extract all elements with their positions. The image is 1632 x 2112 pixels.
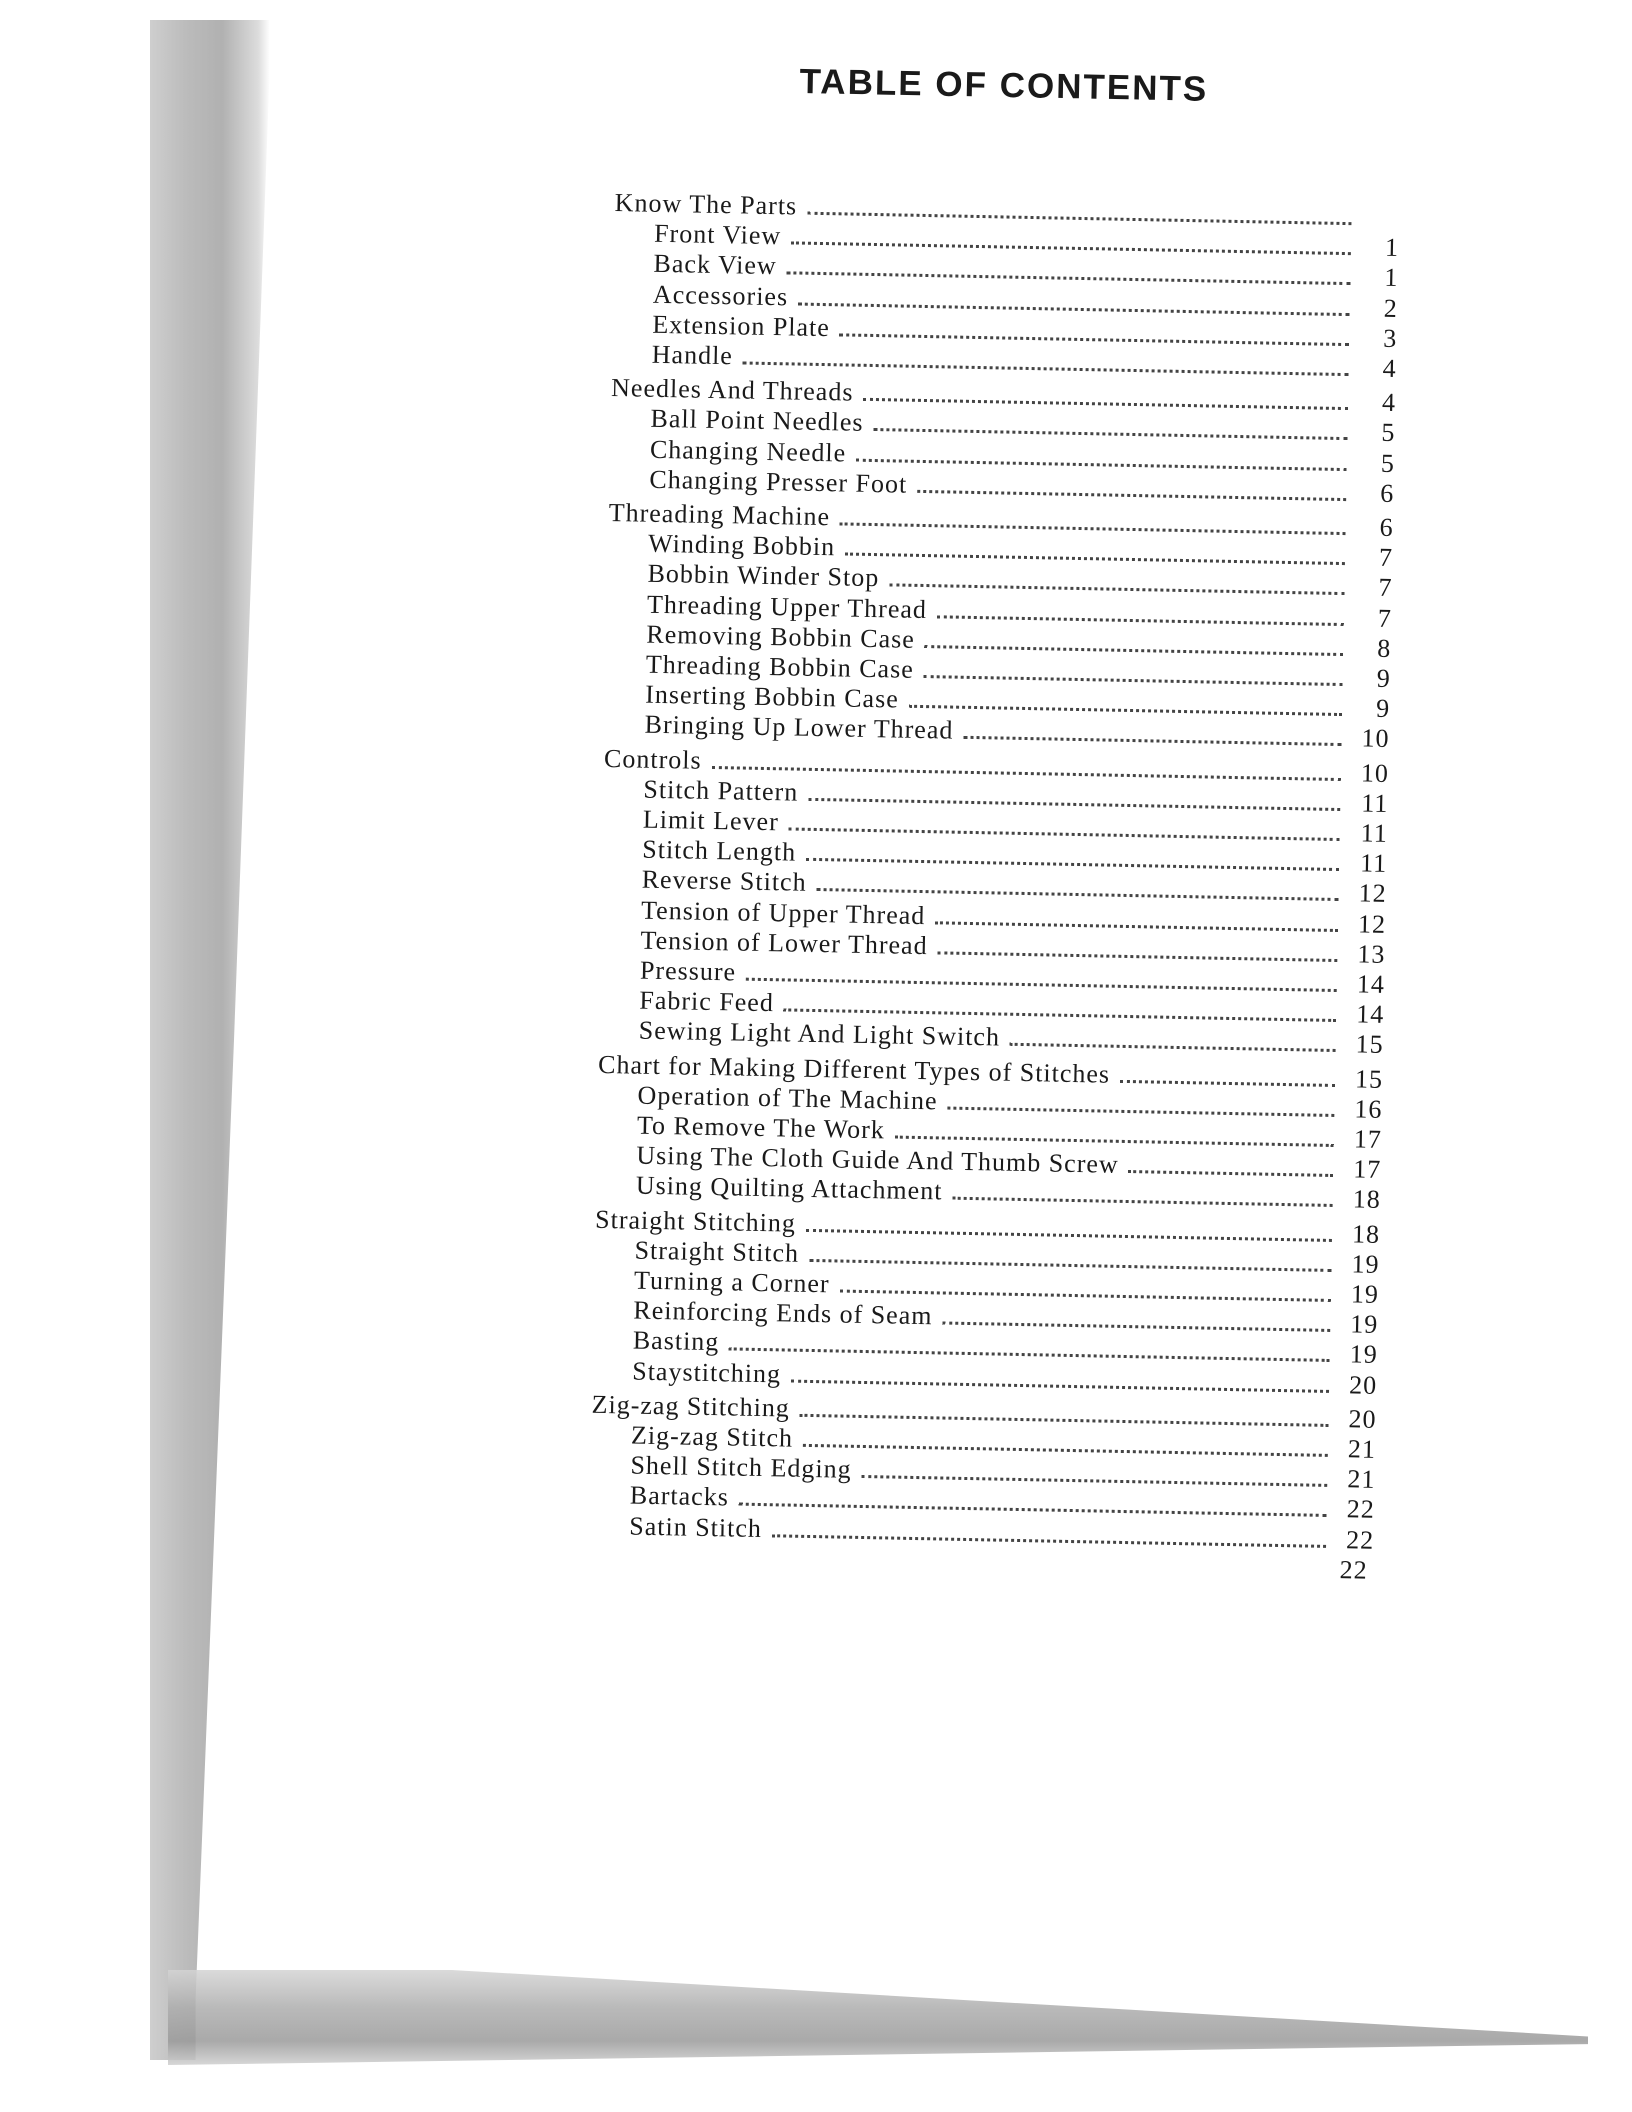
toc-dot-leader [924, 675, 1343, 686]
toc-entry-label: Ball Point Needles [650, 404, 864, 438]
toc-dot-leader [942, 1322, 1330, 1332]
toc-entry-page-number: 9 [1376, 663, 1392, 693]
toc-dot-leader [772, 1534, 1326, 1548]
toc-entry-page-number: 12 [1357, 908, 1387, 939]
toc-dot-leader [1129, 1170, 1334, 1177]
toc-entry-label: Tension of Upper Thread [640, 895, 926, 930]
toc-entry-page-number: 11 [1360, 818, 1389, 848]
toc-entry-page-number: 18 [1351, 1218, 1381, 1249]
toc-dot-leader [937, 951, 1337, 962]
toc-entry-label: Straight Stitching [594, 1204, 797, 1238]
toc-dot-leader [743, 361, 1349, 376]
toc-entry-label: Stitch Length [642, 834, 797, 867]
toc-entry-page-number: 4 [1381, 387, 1397, 418]
toc-dot-leader [791, 1379, 1329, 1392]
toc-entry-page-number: 19 [1350, 1279, 1380, 1309]
toc-entry-label: Back View [653, 249, 778, 281]
toc-entry-page-number: 5 [1381, 418, 1396, 448]
toc-entry-label: To Remove The Work [636, 1110, 886, 1145]
toc-entry-page-number: 19 [1350, 1309, 1379, 1340]
toc-entry-page-number: 11 [1359, 848, 1388, 879]
toc-entry-page-number: 12 [1358, 878, 1387, 909]
toc-entry-page-number: 18 [1352, 1184, 1381, 1215]
toc-entry-page-number: 19 [1349, 1339, 1379, 1370]
toc-entry-label: Removing Bobbin Case [646, 619, 916, 654]
toc-dot-leader [873, 428, 1347, 440]
toc-entry-label: Handle [651, 339, 734, 371]
toc-entry-label: Basting [632, 1325, 720, 1357]
toc-entry-label: Zig-zag Stitching [591, 1389, 791, 1423]
toc-dot-leader [963, 736, 1341, 746]
toc-entry-page-number: 11 [1361, 788, 1389, 818]
toc-entry-label: Limit Lever [642, 804, 780, 837]
toc-entry-label: Threading Bobbin Case [645, 649, 915, 684]
toc-entry-page-number [1365, 225, 1399, 226]
toc-dot-leader [917, 490, 1346, 501]
toc-entry-page-number: 21 [1347, 1434, 1377, 1464]
toc-entry-page-number: 1 [1384, 263, 1399, 293]
toc-entry-label: Changing Presser Foot [649, 464, 908, 499]
toc-entry-page-number: 5 [1380, 448, 1396, 478]
toc-entry-label: Satin Stitch [629, 1511, 763, 1543]
toc-entry-label: Shell Stitch Edging [630, 1450, 852, 1484]
toc-entry-label: Threading Upper Thread [646, 589, 928, 624]
toc-entry-label: Turning a Corner [633, 1265, 830, 1299]
toc-entry-label: Using The Cloth Guide And Thumb Screw [636, 1140, 1119, 1180]
toc-entry-label: Accessories [652, 279, 789, 311]
toc-entry-page-number: 1 [1384, 232, 1400, 263]
toc-entry-label: Operation of The Machine [637, 1080, 938, 1116]
toc-dot-leader [937, 615, 1344, 626]
toc-entry-label: Reverse Stitch [641, 865, 807, 898]
toc-entry-label: Sewing Light And Light Switch [638, 1016, 1001, 1052]
toc-entry-label: Controls [603, 743, 702, 775]
toc-entry-label: Reinforcing Ends of Seam [633, 1295, 933, 1331]
toc-dot-leader [1120, 1079, 1335, 1086]
table-of-contents [591, 188, 1405, 1585]
toc-entry-label: Pressure [639, 955, 737, 987]
toc-entry-label: Zig-zag Stitch [630, 1420, 794, 1453]
toc-entry-label: Tension of Lower Thread [640, 925, 928, 960]
toc-entry-page-number: 8 [1377, 633, 1392, 663]
toc-entry-page-number: 14 [1355, 999, 1385, 1030]
toc-entry-label: Bobbin Winder Stop [647, 559, 880, 593]
toc-entry-label: Chart for Making Different Types of Stitches [597, 1049, 1111, 1089]
toc-dot-leader [839, 1290, 1330, 1302]
page-title: TABLE OF CONTENTS [799, 62, 1209, 109]
toc-entry-page-number: 21 [1347, 1464, 1376, 1495]
toc-entry-label: Bartacks [629, 1480, 730, 1512]
toc-entry-page-number: 17 [1353, 1154, 1382, 1185]
toc-entry-page-number: 9 [1375, 693, 1391, 724]
toc-entry-page-number: 10 [1360, 758, 1390, 788]
toc-entry-page-number: 7 [1377, 603, 1393, 633]
toc-entry-page-number: 2 [1383, 293, 1399, 323]
toc-entry-page-number: 6 [1380, 478, 1395, 508]
toc-dot-leader [1010, 1043, 1336, 1052]
toc-entry-label: Inserting Bobbin Case [645, 679, 900, 714]
toc-entry-page-number: 17 [1353, 1124, 1383, 1154]
toc-entry-page-number: 4 [1382, 353, 1397, 384]
toc-entry-label: Using Quilting Attachment [635, 1170, 943, 1206]
toc-entry-page-number: 15 [1354, 1063, 1384, 1094]
toc-dot-leader [925, 645, 1344, 656]
toc-entry-page-number: 7 [1378, 542, 1394, 573]
toc-dot-leader [935, 921, 1338, 932]
toc-entry-page-number: 14 [1356, 969, 1386, 999]
toc-entry-label: Needles And Threads [610, 373, 854, 407]
toc-entry-label: Stitch Pattern [643, 774, 799, 807]
toc-entry-label: Staystitching [632, 1356, 782, 1388]
toc-dot-leader [889, 584, 1344, 596]
toc-dot-leader [895, 1136, 1334, 1147]
toc-entry-label: Straight Stitch [634, 1235, 800, 1268]
toc-entry-label: Bringing Up Lower Thread [644, 710, 954, 745]
trailing-page-number: 22 [1339, 1554, 1368, 1585]
toc-dot-leader [862, 1475, 1328, 1487]
toc-entry-page-number: 19 [1351, 1249, 1380, 1279]
toc-entry-page-number: 22 [1346, 1494, 1376, 1525]
toc-dot-leader [856, 458, 1347, 470]
toc-dot-leader [863, 398, 1348, 410]
toc-entry-label: Threading Machine [608, 497, 831, 532]
toc-entry-page-number: 20 [1348, 1369, 1378, 1400]
toc-entry-page-number: 10 [1361, 723, 1390, 754]
toc-entry-page-number: 15 [1355, 1029, 1384, 1060]
toc-dot-leader [909, 705, 1342, 716]
toc-dot-leader [952, 1197, 1332, 1207]
toc-entry-page-number: 22 [1345, 1524, 1375, 1555]
toc-entry-label: Front View [653, 218, 782, 251]
toc-entry-label: Extension Plate [652, 309, 831, 342]
toc-entry-page-number: 3 [1382, 323, 1398, 353]
toc-entry-label: Fabric Feed [639, 985, 775, 1018]
toc-entry-page-number: 6 [1379, 512, 1394, 543]
toc-entry-page-number: 7 [1378, 573, 1393, 603]
toc-entry-label: Winding Bobbin [647, 528, 836, 562]
toc-entry-page-number: 20 [1348, 1404, 1377, 1434]
toc-entry-label: Know The Parts [614, 188, 798, 221]
toc-entry-page-number: 16 [1354, 1094, 1383, 1124]
toc-entry-label: Changing Needle [649, 434, 847, 468]
toc-dot-leader [947, 1106, 1334, 1116]
toc-entry-page-number: 13 [1357, 939, 1386, 969]
